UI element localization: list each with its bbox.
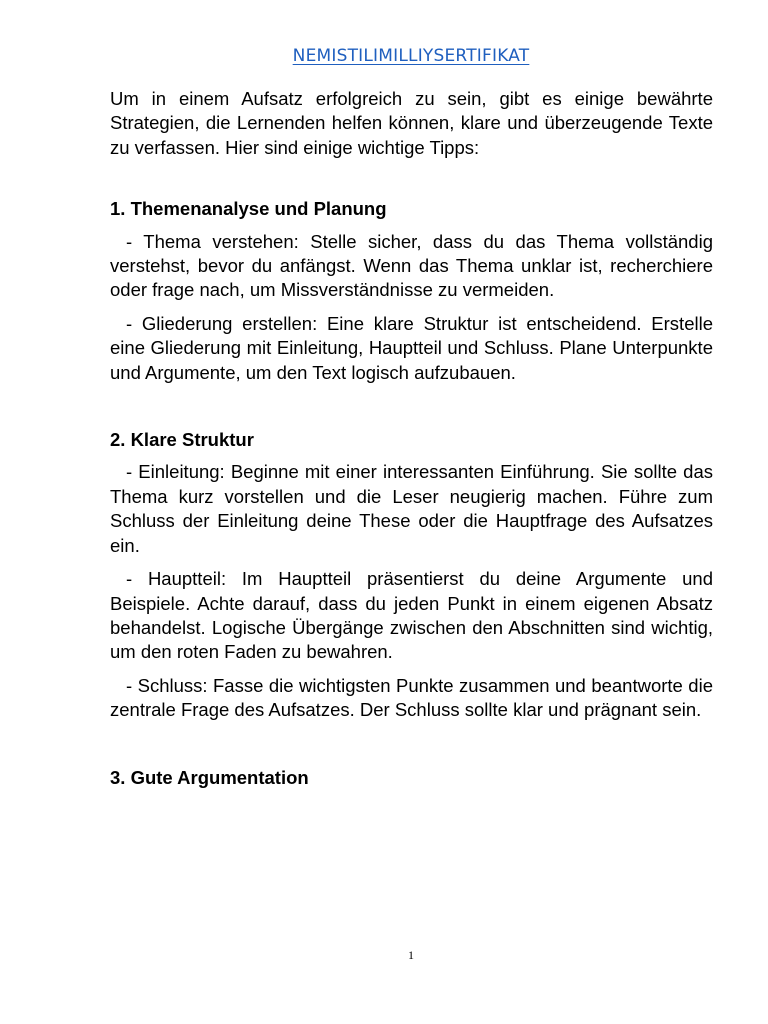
section-2-item-3: - Schluss: Fasse die wichtigsten Punkte zusammen und beantworte die zentrale Frage des Aufsatzes. Der Schluss sollte klar und prägnant sein.	[110, 674, 713, 721]
section-heading-2: 2. Klare Struktur	[110, 429, 254, 451]
document-title: NEMISTILIMILLIYSERTIFIKAT	[292, 46, 530, 66]
document-body	[110, 87, 713, 798]
section-1-item-2: - Gliederung erstellen: Eine klare Struktur ist entscheidend. Erstelle eine Gliederung mit Einleitung, Hauptteil und Schluss. Plane Unterpunkte und Argumente, um den Text logisch aufzubauen.	[110, 312, 713, 383]
section-heading-1: 1. Themenanalyse und Planung	[110, 198, 387, 220]
section-2-item-2: - Hauptteil: Im Hauptteil präsentierst du deine Argumente und Beispiele. Achte darauf, dass du jeden Punkt in einem eigenen Absatz behandelst. Logische Übergänge zwischen den Abschnitten sind wichtig, um den roten Faden zu bewahren.	[110, 568, 713, 663]
section-heading-3: 3. Gute Argumentation	[110, 766, 309, 788]
page-number: 1	[408, 948, 414, 962]
section-2-item-1: - Einleitung: Beginne mit einer interessanten Einführung. Sie sollte das Thema kurz vorstellen und die Leser neugierig machen. Führe zum Schluss der Einleitung deine These oder die Hauptfrage des Aufsatzes ein.	[110, 461, 713, 556]
section-1-item-1: - Thema verstehen: Stelle sicher, dass du das Thema vollständig verstehst, bevor du anfängst. Wenn das Thema unklar ist, recherchiere oder frage nach, um Missverständnisse zu vermeiden.	[110, 230, 713, 301]
intro-paragraph: Um in einem Aufsatz erfolgreich zu sein, gibt es einige bewährte Strategien, die Lernenden helfen können, klare und überzeugende Texte zu verfassen. Hier sind einige wichtige Tipps:	[110, 88, 713, 158]
